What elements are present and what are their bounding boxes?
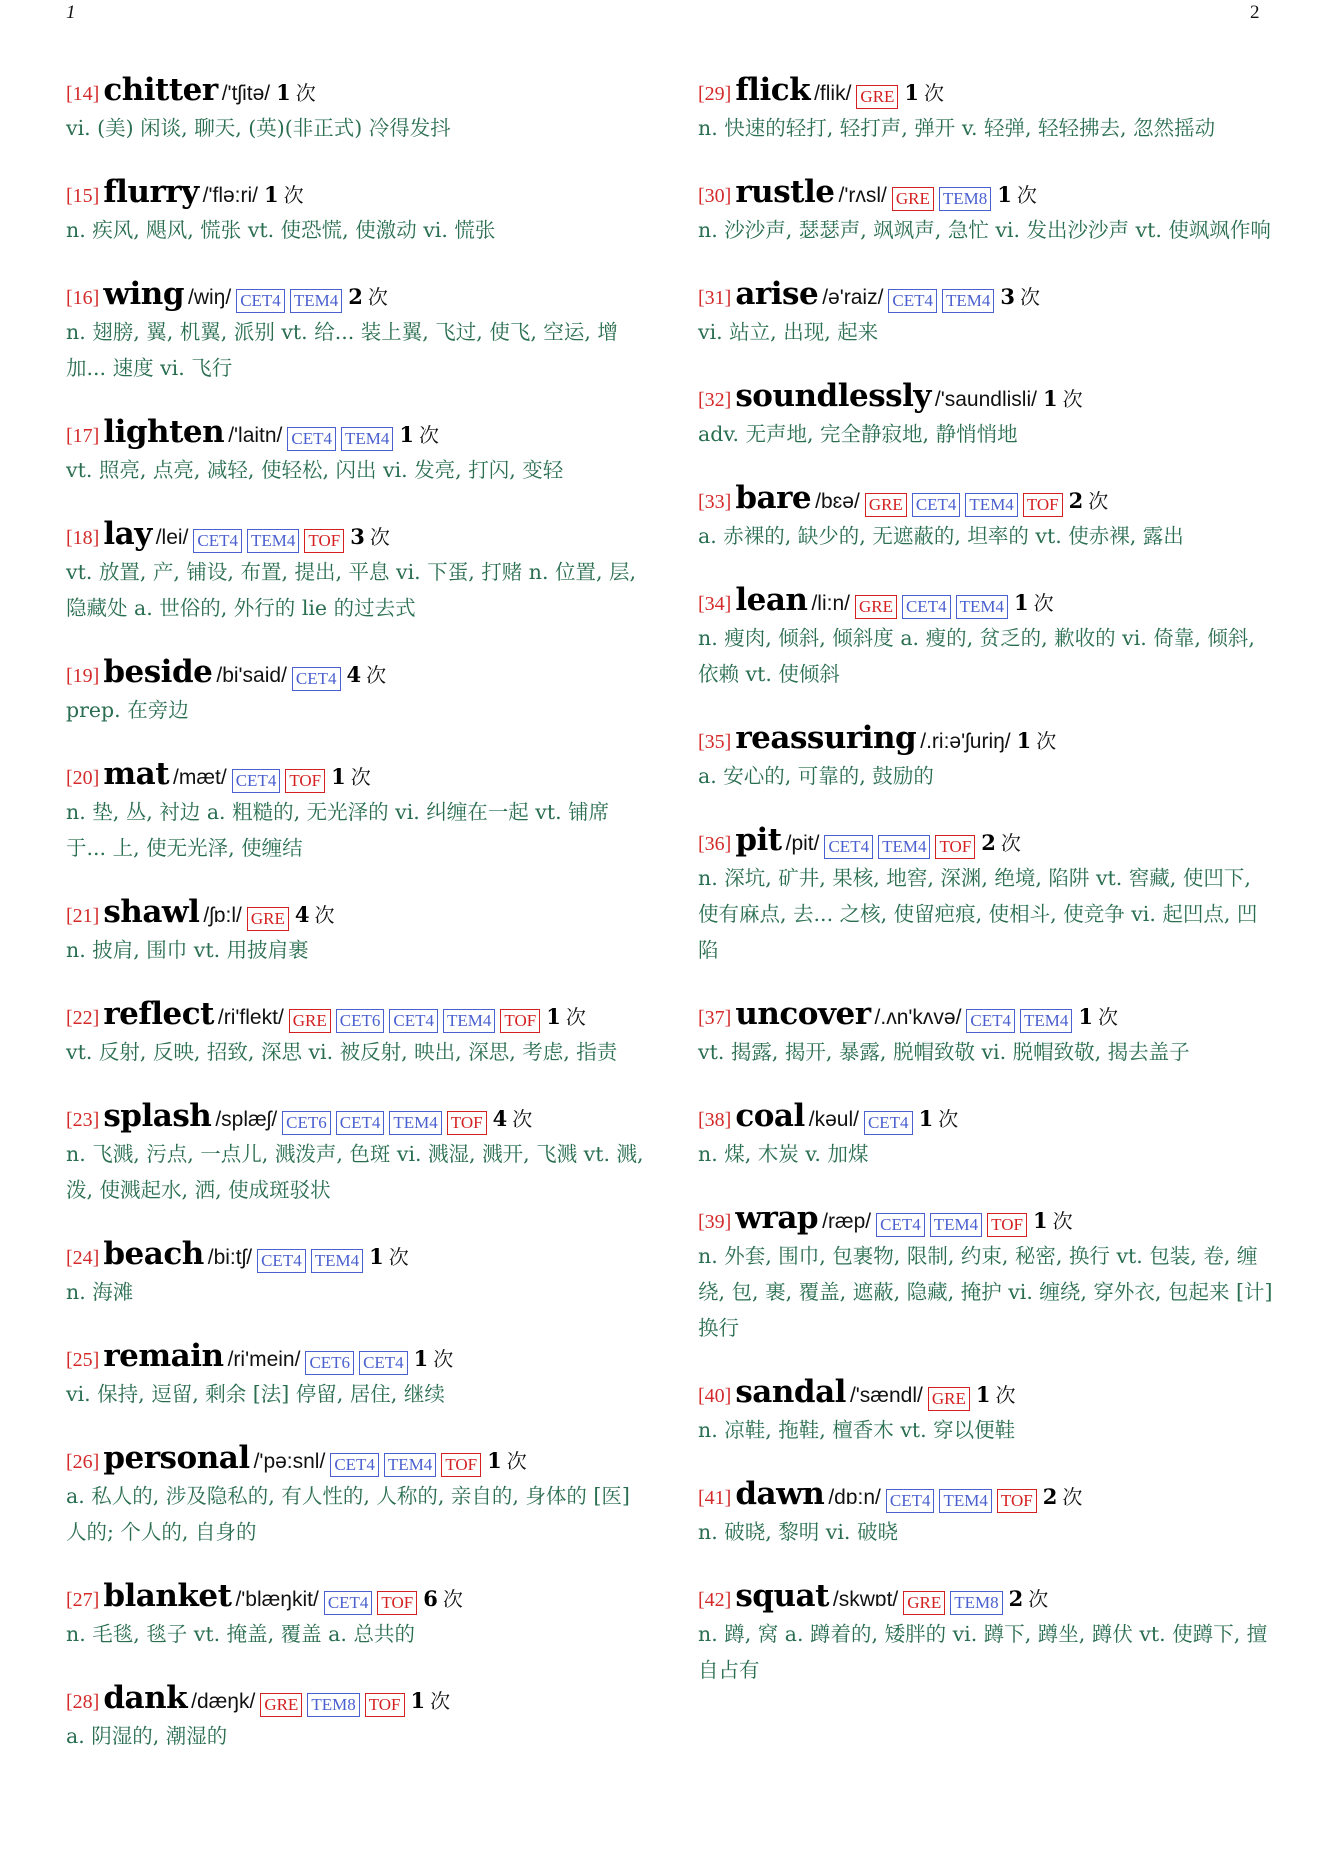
word-entry [698,580,1273,692]
exam-tag-cet4: CET4 [876,1213,925,1237]
word-entry [66,514,646,626]
word-entry [698,172,1273,248]
entry-index: [33] [698,491,732,513]
exam-tag-cet4: CET4 [966,1009,1015,1033]
entry-index: [27] [66,1589,100,1611]
count-suffix: 次 [369,525,390,549]
exam-tag-cet4: CET4 [287,427,336,451]
headword: beach [103,1236,204,1272]
exam-tag-tem4: TEM4 [942,289,994,313]
occurrence-count: 1 [1032,1208,1048,1233]
exam-tag-gre: GRE [928,1387,970,1411]
exam-tag-tof: TOF [441,1453,481,1477]
definition: vt. 反射, 反映, 招致, 深思 vi. 被反射, 映出, 深思, 考虑, 指责 [66,1040,618,1064]
entry-index: [26] [66,1451,100,1473]
phonetic: /splæʃ/ [215,1108,278,1131]
phonetic: /ə'raiz/ [822,286,884,309]
phonetic: /'saundlisli/ [934,388,1037,411]
count-suffix: 次 [1088,489,1109,513]
entry-index: [25] [66,1349,100,1371]
count-suffix: 次 [367,285,388,309]
exam-tag-tof: TOF [935,835,975,859]
entry-header [66,1438,646,1478]
definition: n. 破晓, 黎明 vi. 破晓 [698,1520,898,1544]
phonetic: /'tʃitə/ [221,82,271,105]
phonetic: /dɒ:n/ [828,1486,881,1509]
word-entry [698,70,1273,146]
definition: vi. 保持, 逗留, 剩余 [法] 停留, 居住, 继续 [66,1382,445,1406]
entry-index: [34] [698,593,732,615]
headword: pit [735,822,782,858]
word-entry [66,652,646,728]
word-entry [66,754,646,866]
headword: shawl [103,894,200,930]
word-entry [66,1096,646,1208]
exam-tag-tem4: TEM4 [878,835,930,859]
entry-header [66,994,646,1034]
phonetic: /'pə:snl/ [253,1450,326,1473]
exam-tag-tof: TOF [997,1489,1037,1513]
exam-tag-tof: TOF [377,1591,417,1615]
entry-index: [29] [698,83,732,105]
definition: a. 阴湿的, 潮湿的 [66,1724,228,1748]
headword: squat [735,1578,829,1614]
definition: n. 深坑, 矿井, 果核, 地窖, 深渊, 绝境, 陷阱 vt. 窖藏, 使凹下, 使有麻点, 去... 之核, 使留疤痕, 使相斗, 使竞争 vi. 起凹点, 凹陷 [698,866,1258,962]
count-suffix: 次 [442,1587,463,1611]
exam-tag-cet6: CET6 [282,1111,331,1135]
count-suffix: 次 [430,1689,451,1713]
word-entry [66,1336,646,1412]
exam-tag-tem4: TEM4 [965,493,1017,517]
count-suffix: 次 [1020,285,1041,309]
phonetic: /dæŋk/ [191,1690,256,1713]
definition: a. 私人的, 涉及隐私的, 有人性的, 人称的, 亲自的, 身体的 [医] 人的; 个人的, 自身的 [66,1484,630,1544]
entry-header [698,1372,1273,1412]
headword: wrap [735,1200,819,1236]
headword: arise [735,276,819,312]
count-suffix: 次 [924,81,945,105]
entry-index: [22] [66,1007,100,1029]
entry-index: [40] [698,1385,732,1407]
headword: splash [103,1098,212,1134]
word-entry [698,274,1273,350]
headword: soundlessly [735,378,931,414]
occurrence-count: 1 [975,1382,991,1407]
entry-header [698,70,1273,110]
entry-header [66,1576,646,1616]
occurrence-count: 1 [410,1688,426,1713]
headword: beside [103,654,213,690]
occurrence-count: 2 [981,830,996,855]
exam-tag-tem4: TEM4 [247,529,299,553]
count-suffix: 次 [506,1449,527,1473]
exam-tag-cet4: CET4 [359,1351,408,1375]
phonetic: /'flə:ri/ [202,184,259,207]
occurrence-count: 2 [1042,1484,1058,1509]
word-list-column-right [698,70,1273,1714]
phonetic: /mæt/ [173,766,227,789]
exam-tag-cet4: CET4 [330,1453,379,1477]
exam-tag-gre: GRE [247,907,289,931]
definition: vi. (美) 闲谈, 聊天, (英)(非正式) 冷得发抖 [66,116,451,140]
headword: blanket [103,1578,232,1614]
definition: n. 煤, 木炭 v. 加煤 [698,1142,869,1166]
word-entry [66,412,646,488]
exam-tag-gre: GRE [865,493,907,517]
entry-header [66,652,646,692]
entry-header [66,754,646,794]
exam-tag-cet4: CET4 [912,493,961,517]
occurrence-count: 2 [1008,1586,1024,1611]
entry-header [698,1576,1273,1616]
occurrence-count: 1 [331,764,346,789]
entry-index: [28] [66,1691,100,1713]
word-entry [66,1678,646,1754]
word-entry [698,1372,1273,1448]
definition: vi. 站立, 出现, 起来 [698,320,879,344]
entry-header [698,376,1273,416]
entry-index: [41] [698,1487,732,1509]
count-suffix: 次 [314,903,335,927]
word-entry [698,376,1273,452]
phonetic: /wiŋ/ [188,286,232,309]
exam-tag-tem4: TEM4 [930,1213,982,1237]
phonetic: /'rʌsl/ [838,184,887,207]
occurrence-count: 4 [294,902,310,927]
definition: n. 垫, 丛, 衬边 a. 粗糙的, 无光泽的 vi. 纠缠在一起 vt. 铺席于... 上, 使无光泽, 使缠结 [66,800,610,860]
definition: vt. 放置, 产, 铺设, 布置, 提出, 平息 vi. 下蛋, 打赌 n. 位置, 层, 隐藏处 a. 世俗的, 外行的 lie 的过去式 [66,560,637,620]
occurrence-count: 4 [492,1106,508,1131]
word-entry [698,478,1273,554]
entry-index: [20] [66,767,100,789]
entry-header [698,1474,1273,1514]
headword: chitter [103,72,218,108]
occurrence-count: 1 [904,80,920,105]
exam-tag-cet4: CET4 [236,289,285,313]
definition: n. 披肩, 围巾 vt. 用披肩裹 [66,938,309,962]
word-entry [66,1234,646,1310]
word-entry [698,994,1273,1070]
definition: n. 毛毯, 毯子 vt. 掩盖, 覆盖 a. 总共的 [66,1622,415,1646]
exam-tag-tof: TOF [365,1693,405,1717]
occurrence-count: 1 [413,1346,429,1371]
count-suffix: 次 [1052,1209,1073,1233]
exam-tag-gre: GRE [289,1009,331,1033]
definition: prep. 在旁边 [66,698,189,722]
headword: rustle [735,174,835,210]
occurrence-count: 1 [1016,728,1032,753]
headword: bare [735,480,812,516]
definition: n. 外套, 围巾, 包裹物, 限制, 约束, 秘密, 换行 vt. 包装, 卷, 缠绕, 包, 裹, 覆盖, 遮蔽, 隐藏, 掩护 vi. 缠绕, 穿外衣, 包起来 [计] 换行 [698,1244,1273,1340]
count-suffix: 次 [938,1107,959,1131]
headword: mat [103,756,170,792]
entry-index: [24] [66,1247,100,1269]
entry-header [66,70,646,110]
exam-tag-cet4: CET4 [257,1249,306,1273]
word-entry [66,172,646,248]
entry-header [698,718,1273,758]
exam-tag-cet4: CET4 [888,289,937,313]
entry-header [66,1336,646,1376]
definition: n. 飞溅, 污点, 一点儿, 溅泼声, 色斑 vi. 溅湿, 溅开, 飞溅 vt. 溅, 泼, 使溅起水, 洒, 使成斑驳状 [66,1142,644,1202]
phonetic: /li:n/ [811,592,850,615]
count-suffix: 次 [1062,1485,1083,1509]
occurrence-count: 1 [369,1244,384,1269]
exam-tag-cet4: CET4 [886,1489,935,1513]
exam-tag-tof: TOF [285,769,325,793]
entry-header [698,1198,1273,1238]
headword: sandal [735,1374,846,1410]
entry-header [66,514,646,554]
phonetic: /flik/ [814,82,852,105]
entry-header [66,274,646,314]
definition: n. 沙沙声, 瑟瑟声, 飒飒声, 急忙 vi. 发出沙沙声 vt. 使飒飒作响 [698,218,1271,242]
word-entry [66,70,646,146]
entry-index: [23] [66,1109,100,1131]
phonetic: /kəul/ [808,1108,859,1131]
definition: a. 赤裸的, 缺少的, 无遮蔽的, 坦率的 vt. 使赤裸, 露出 [698,524,1184,548]
headword: lay [103,516,152,552]
word-entry [66,274,646,386]
count-suffix: 次 [419,423,440,447]
count-suffix: 次 [366,663,387,687]
entry-index: [31] [698,287,732,309]
entry-index: [15] [66,185,100,207]
headword: remain [103,1338,224,1374]
exam-tag-gre: GRE [892,187,934,211]
exam-tag-tem4: TEM4 [443,1009,495,1033]
entry-header [698,820,1273,860]
exam-tag-cet4: CET4 [902,595,951,619]
count-suffix: 次 [433,1347,454,1371]
headword: lighten [103,414,225,450]
word-entry [698,1576,1273,1688]
definition: n. 快速的轻打, 轻打声, 弹开 v. 轻弹, 轻轻拂去, 忽然摇动 [698,116,1216,140]
entry-header [698,172,1273,212]
phonetic: /bi:tʃ/ [207,1246,253,1269]
entry-index: [18] [66,527,100,549]
occurrence-count: 1 [399,422,415,447]
phonetic: /ræp/ [822,1210,872,1233]
exam-tag-cet4: CET4 [389,1009,438,1033]
headword: dawn [735,1476,825,1512]
exam-tag-cet4: CET4 [193,529,242,553]
count-suffix: 次 [1000,831,1021,855]
phonetic: /'sændl/ [849,1384,923,1407]
entry-index: [42] [698,1589,732,1611]
phonetic: /skwɒt/ [832,1588,899,1611]
word-entry [66,892,646,968]
count-suffix: 次 [1016,183,1037,207]
exam-tag-tof: TOF [447,1111,487,1135]
headword: reflect [103,996,214,1032]
count-suffix: 次 [283,183,304,207]
exam-tag-cet4: CET4 [336,1111,385,1135]
occurrence-count: 1 [1078,1004,1094,1029]
word-entry [698,1198,1273,1346]
exam-tag-tem4: TEM4 [311,1249,363,1273]
definition: vt. 照亮, 点亮, 减轻, 使轻松, 闪出 vi. 发亮, 打闪, 变轻 [66,458,564,482]
definition: n. 疾风, 飓风, 慌张 vt. 使恐慌, 使激动 vi. 慌张 [66,218,496,242]
entry-index: [37] [698,1007,732,1029]
word-entry [698,820,1273,968]
occurrence-count: 3 [1000,284,1016,309]
entry-header [698,274,1273,314]
exam-tag-tem4: TEM4 [1020,1009,1072,1033]
word-entry [698,718,1273,794]
occurrence-count: 1 [1042,386,1058,411]
exam-tag-cet6: CET6 [305,1351,354,1375]
definition: adv. 无声地, 完全静寂地, 静悄悄地 [698,422,1018,446]
count-suffix: 次 [295,81,316,105]
phonetic: /.ri:ə'ʃuriŋ/ [920,730,1011,753]
definition: a. 安心的, 可靠的, 鼓励的 [698,764,934,788]
exam-tag-tem4: TEM4 [384,1453,436,1477]
definition: n. 翅膀, 翼, 机翼, 派别 vt. 给... 装上翼, 飞过, 使飞, 空运, 增加... 速度 vi. 飞行 [66,320,618,380]
exam-tag-tem4: TEM4 [341,427,393,451]
definition: n. 蹲, 窝 a. 蹲着的, 矮胖的 vi. 蹲下, 蹲坐, 蹲伏 vt. 使蹲下, 擅自占有 [698,1622,1268,1682]
word-entry [66,1438,646,1550]
word-entry [66,994,646,1070]
phonetic: /bi'said/ [216,664,287,687]
phonetic: /pit/ [785,832,820,855]
headword: wing [103,276,185,312]
entry-index: [36] [698,833,732,855]
exam-tag-gre: GRE [855,595,897,619]
entry-index: [14] [66,83,100,105]
exam-tag-gre: GRE [903,1591,945,1615]
occurrence-count: 6 [423,1586,438,1611]
word-list-column-left [66,70,646,1780]
entry-index: [17] [66,425,100,447]
exam-tag-gre: GRE [260,1693,302,1717]
occurrence-count: 4 [346,662,362,687]
phonetic: /ri'mein/ [227,1348,301,1371]
count-suffix: 次 [512,1107,533,1131]
headword: flick [735,72,811,108]
count-suffix: 次 [1028,1587,1049,1611]
occurrence-count: 1 [1013,590,1029,615]
exam-tag-tem4: TEM4 [956,595,1008,619]
exam-tag-tof: TOF [500,1009,540,1033]
count-suffix: 次 [388,1245,409,1269]
headword: coal [735,1098,805,1134]
exam-tag-cet4: CET4 [864,1111,913,1135]
exam-tag-gre: GRE [856,85,898,109]
entry-index: [30] [698,185,732,207]
entry-index: [32] [698,389,732,411]
exam-tag-tof: TOF [1023,493,1063,517]
page-number-right: 2 [1250,2,1260,23]
exam-tag-tof: TOF [987,1213,1027,1237]
entry-header [698,580,1273,620]
headword: lean [735,582,808,618]
headword: reassuring [735,720,917,756]
phonetic: /bɛə/ [815,490,860,513]
word-entry [698,1096,1273,1172]
occurrence-count: 1 [264,182,279,207]
word-entry [698,1474,1273,1550]
count-suffix: 次 [1062,387,1083,411]
headword: uncover [735,996,871,1032]
entry-header [66,172,646,212]
occurrence-count: 1 [997,182,1012,207]
count-suffix: 次 [1098,1005,1119,1029]
definition: n. 凉鞋, 拖鞋, 檀香木 vt. 穿以便鞋 [698,1418,1016,1442]
occurrence-count: 1 [276,80,291,105]
entry-header [698,994,1273,1034]
count-suffix: 次 [995,1383,1016,1407]
occurrence-count: 1 [546,1004,561,1029]
definition: n. 瘦肉, 倾斜, 倾斜度 a. 瘦的, 贫乏的, 歉收的 vi. 倚靠, 倾斜, 依赖 vt. 使倾斜 [698,626,1255,686]
word-entry [66,1576,646,1652]
exam-tag-tof: TOF [304,529,344,553]
phonetic: /'blæŋkit/ [235,1588,319,1611]
occurrence-count: 2 [348,284,363,309]
entry-header [66,1096,646,1136]
entry-index: [35] [698,731,732,753]
phonetic: /.ʌn'kʌvə/ [874,1006,962,1029]
occurrence-count: 3 [350,524,365,549]
exam-tag-tem8: TEM8 [307,1693,359,1717]
exam-tag-cet4: CET4 [292,667,341,691]
occurrence-count: 1 [918,1106,934,1131]
count-suffix: 次 [350,765,371,789]
exam-tag-cet4: CET4 [324,1591,373,1615]
entry-header [698,1096,1273,1136]
entry-header [66,1678,646,1718]
entry-header [698,478,1273,518]
entry-index: [16] [66,287,100,309]
exam-tag-tem4: TEM4 [939,1489,991,1513]
entry-header [66,1234,646,1274]
exam-tag-cet4: CET4 [232,769,281,793]
headword: flurry [103,174,199,210]
headword: dank [103,1680,188,1716]
exam-tag-tem8: TEM8 [939,187,991,211]
entry-index: [39] [698,1211,732,1233]
definition: n. 海滩 [66,1280,134,1304]
entry-index: [38] [698,1109,732,1131]
count-suffix: 次 [565,1005,586,1029]
entry-header [66,412,646,452]
exam-tag-tem8: TEM8 [950,1591,1002,1615]
phonetic: /ʃɒ:l/ [203,904,242,927]
phonetic: /ri'flekt/ [217,1006,284,1029]
occurrence-count: 2 [1068,488,1084,513]
entry-index: [21] [66,905,100,927]
entry-index: [19] [66,665,100,687]
exam-tag-tem4: TEM4 [389,1111,441,1135]
occurrence-count: 1 [487,1448,502,1473]
phonetic: /lei/ [155,526,189,549]
definition: vt. 揭露, 揭开, 暴露, 脱帽致敬 vi. 脱帽致敬, 揭去盖子 [698,1040,1190,1064]
phonetic: /'laitn/ [228,424,283,447]
count-suffix: 次 [1033,591,1054,615]
count-suffix: 次 [1036,729,1057,753]
page-number-left: 1 [66,2,76,23]
exam-tag-cet6: CET6 [336,1009,385,1033]
headword: personal [103,1440,250,1476]
entry-header [66,892,646,932]
exam-tag-cet4: CET4 [824,835,873,859]
exam-tag-tem4: TEM4 [290,289,342,313]
